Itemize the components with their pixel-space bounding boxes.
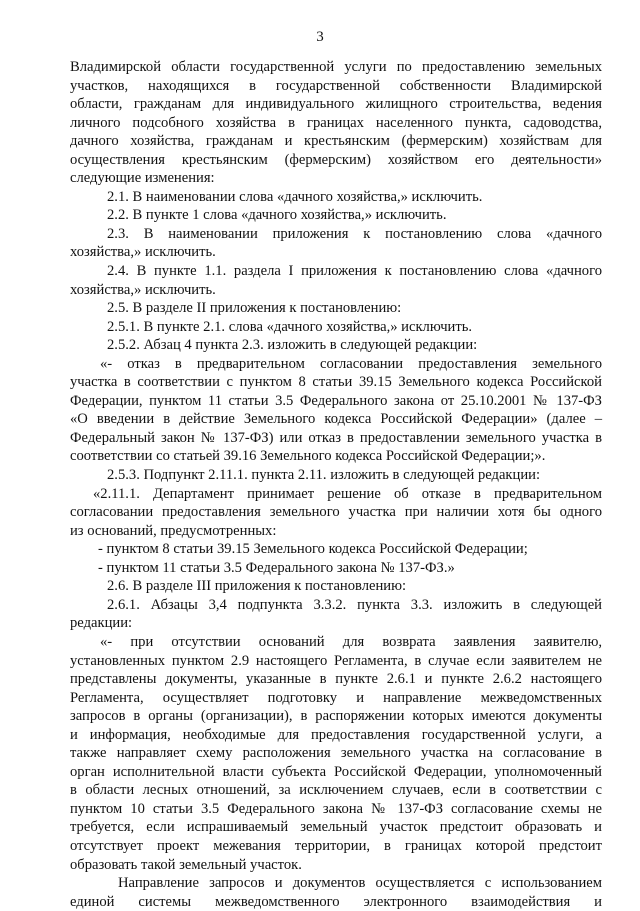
text-line: в области лесных отношений, за исключением случаев, если в соответствии с	[70, 782, 602, 799]
text-line: 2.1. В наименовании слова «дачного хозяйства,» исключить.	[107, 188, 483, 205]
text-line: и информация, необходимые для предоставления государственной услуги, а	[70, 726, 602, 743]
text-line: Регламента, осуществляет подготовку и направление межведомственных	[70, 689, 602, 706]
text-line: требуется, если испрашиваемый земельный участок предстоит образовать и	[70, 819, 602, 836]
text-line: Федерации, пунктом 11 статьи 3.5 Федерального закона от 25.10.2001 № 137-ФЗ	[70, 392, 602, 409]
text-line: - пунктом 11 статьи 3.5 Федерального закона № 137-ФЗ.»	[98, 559, 455, 576]
text-line: участков, находящихся в государственной собственности Владимирской	[70, 77, 602, 94]
text-line: из оснований, предусмотренных:	[70, 522, 277, 539]
text-line: «О введении в действие Земельного кодекса Российской Федерации» (далее –	[70, 411, 602, 428]
text-line: хозяйства,» исключить.	[70, 244, 216, 261]
text-line: запросов в органы (организации), в распоряжении которых имеются документы	[70, 708, 602, 725]
text-line: 2.6.1. Абзацы 3,4 подпункта 3.3.2. пункта 3.3. изложить в следующей	[107, 596, 602, 613]
text-line: личного подсобного хозяйства в границах населенного пункта, садоводства,	[70, 114, 602, 131]
text-line: редакции:	[70, 615, 133, 632]
text-line: 2.3. В наименовании приложения к постановлению слова «дачного	[107, 225, 602, 242]
text-line: согласовании предоставления земельного участка при наличии хотя бы одного	[70, 504, 602, 521]
text-line: соответствии со статьей 39.16 Земельного кодекса Российской Федерации;».	[70, 448, 546, 465]
text-line: следующие изменения:	[70, 170, 215, 187]
text-line: Владимирской области государственной услуги по предоставлению земельных	[70, 59, 602, 75]
text-line: 2.5.1. В пункте 2.1. слова «дачного хозяйства,» исключить.	[107, 318, 473, 335]
text-line: «- при отсутствии оснований для возврата заявления заявителю,	[100, 633, 602, 650]
text-line: «2.11.1. Департамент принимает решение об отказе в предварительном	[93, 485, 602, 502]
text-line: установленных пунктом 2.9 настоящего Регламента, в случае если заявителем не	[70, 652, 602, 669]
text-line: 2.6. В разделе III приложения к постановлению:	[107, 578, 407, 595]
page-number: 3	[316, 29, 324, 45]
text-line: 2.5.3. Подпункт 2.11.1. пункта 2.11. изложить в следующей редакции:	[107, 467, 541, 484]
text-line: 2.4. В пункте 1.1. раздела I приложения к постановлению слова «дачного	[107, 263, 602, 280]
text-line: орган исполнительной власти субъекта Российской Федерации, уполномоченный	[70, 763, 602, 780]
document-body	[70, 58, 602, 911]
text-line: 2.2. В пункте 1 слова «дачного хозяйства,» исключить.	[107, 207, 447, 224]
text-line: 2.5. В разделе II приложения к постановлению:	[107, 300, 402, 317]
text-line: единой системы межведомственного электронного взаимодействия и	[70, 893, 602, 910]
text-line: Федеральный закон № 137-ФЗ) или отказ в предоставлении земельного участка в	[70, 429, 602, 446]
text-line: - пунктом 8 статьи 39.15 Земельного кодекса Российской Федерации;	[98, 541, 528, 558]
text-line: участка в соответствии с пунктом 8 статьи 39.15 Земельного кодекса Российской	[70, 374, 602, 391]
text-line: 2.5.2. Абзац 4 пункта 2.3. изложить в следующей редакции:	[107, 337, 478, 354]
text-line: хозяйства,» исключить.	[70, 281, 216, 298]
text-line: также направляет схему расположения земельного участка на согласование в	[70, 745, 602, 762]
text-line: дачного хозяйства, гражданам и крестьянским (фермерским) хозяйствам для	[70, 133, 602, 150]
text-line: образовать такой земельный участок.	[70, 856, 302, 873]
text-line: Направление запросов и документов осуществляется с использованием	[118, 875, 602, 892]
text-line: отсутствует проект межевания территории, в границах которой предстоит	[70, 837, 602, 854]
text-line: осуществления крестьянским (фермерским) хозяйством его деятельности»	[70, 151, 602, 168]
text-line: «- отказ в предварительном согласовании предоставления земельного	[100, 355, 602, 372]
text-line: представлены документы, указанные в пункте 2.6.1 и пункте 2.6.2 настоящего	[70, 671, 602, 688]
text-line: области, гражданам для индивидуального жилищного строительства, ведения	[70, 96, 602, 113]
text-line: пунктом 10 статьи 3.5 Федерального закона № 137-ФЗ согласование схемы не	[70, 800, 602, 817]
